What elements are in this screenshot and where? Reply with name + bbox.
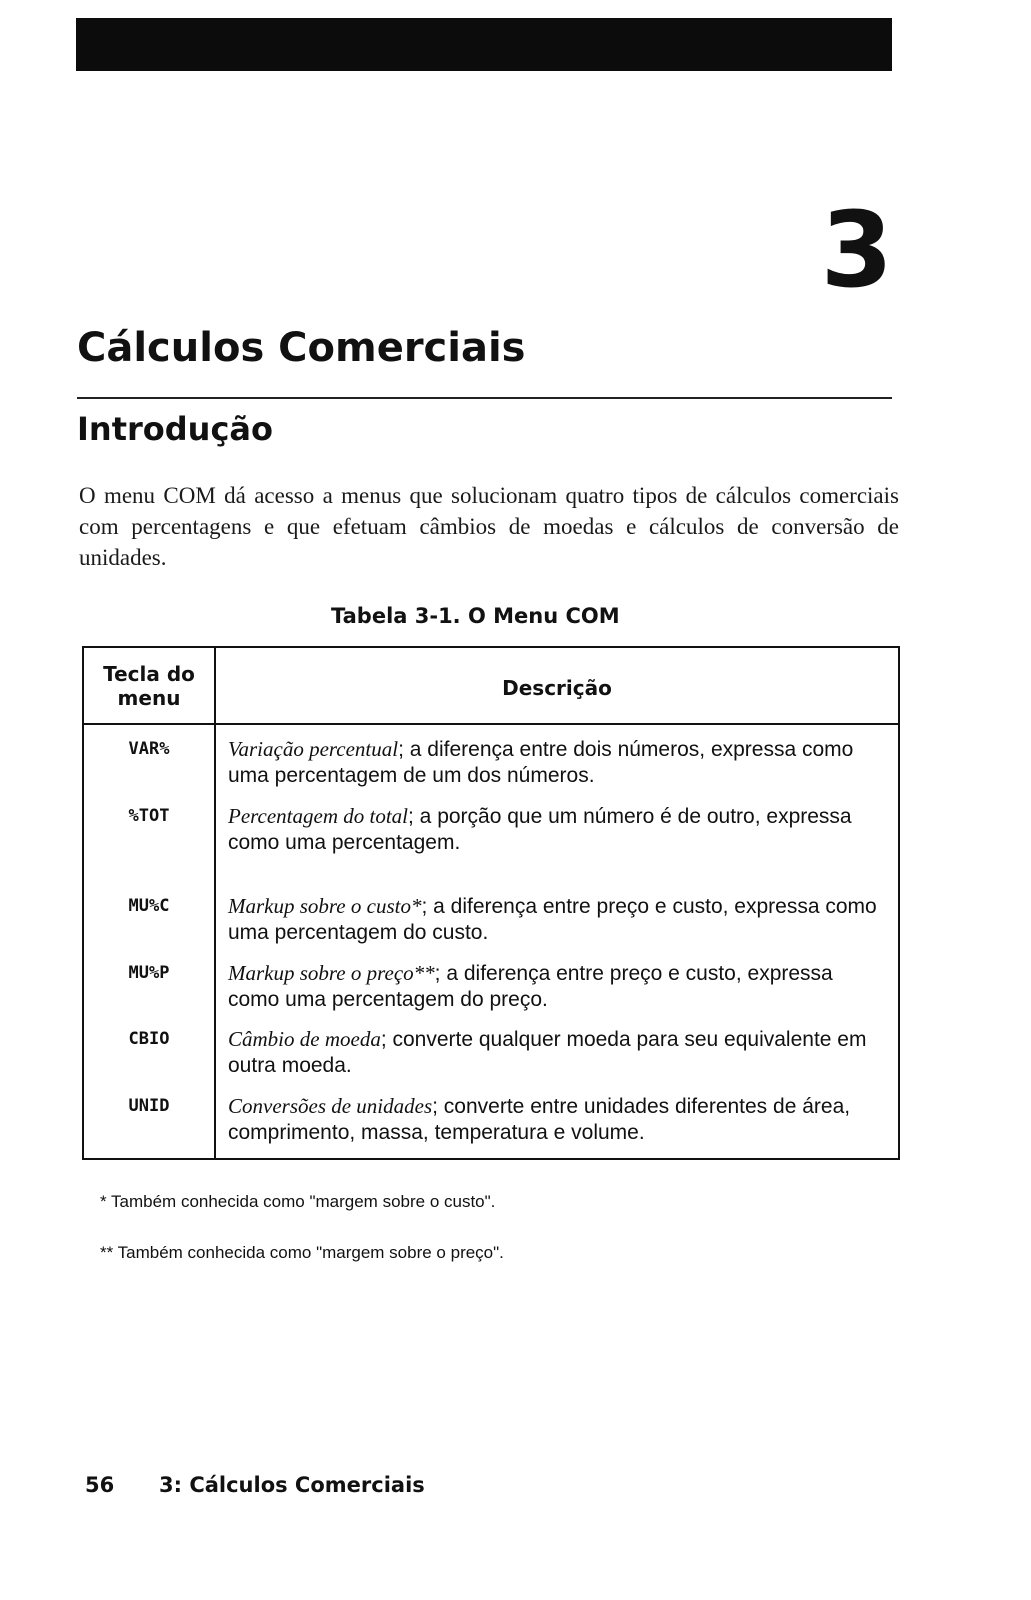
description-term: Percentagem do total: [228, 804, 409, 828]
description-text: ; a porção que um número é de outro, expressa como uma percentagem.: [228, 805, 852, 854]
key-description: [228, 960, 888, 1013]
description-text: ; converte entre unidades diferentes de área, comprimento, massa, temperatura e volume.: [228, 1095, 851, 1144]
table-caption: Tabela 3-1. O Menu COM: [331, 604, 620, 628]
menu-key: VAR%: [128, 739, 170, 759]
running-title: 3: Cálculos Comerciais: [159, 1473, 425, 1497]
chapter-number: 3: [820, 189, 891, 311]
header-bar: [76, 18, 892, 71]
description-term: Conversões de unidades: [228, 1094, 433, 1118]
key-description: [228, 1026, 888, 1079]
menu-key: CBIO: [128, 1029, 170, 1049]
page-footer: [85, 1475, 425, 1496]
description-term: Markup sobre o custo*: [228, 894, 422, 918]
menu-key: UNID: [128, 1096, 170, 1116]
menu-key: MU%P: [128, 963, 170, 983]
section-title: Introdução: [77, 410, 273, 448]
key-description: [228, 803, 888, 856]
description-text: ; a diferença entre preço e custo, expressa como uma percentagem do custo.: [228, 895, 877, 944]
description-text: ; converte qualquer moeda para seu equivalente em outra moeda.: [228, 1028, 867, 1077]
menu-key: MU%C: [128, 896, 170, 916]
footnote-cost: * Também conhecida como "margem sobre o custo".: [100, 1192, 496, 1211]
description-term: Markup sobre o preço**: [228, 961, 435, 985]
title-rule: [77, 397, 892, 399]
header-divider: [84, 723, 898, 725]
page-number: 56: [85, 1473, 115, 1497]
menu-table: [82, 646, 900, 1160]
header-key: Tecla do menu: [103, 662, 195, 710]
key-description: [228, 736, 888, 789]
menu-key: %TOT: [128, 806, 170, 826]
intro-paragraph: O menu COM dá acesso a menus que solucionam quatro tipos de cálculos comerciais com percentagens e que efetuam câmbios de moedas e cálculos de conversão de unidades.: [79, 483, 899, 570]
description-text: ; a diferença entre preço e custo, expressa como uma percentagem do preço.: [228, 962, 833, 1011]
key-description: [228, 1093, 888, 1146]
header-description: Descrição: [502, 676, 612, 700]
description-term: Câmbio de moeda: [228, 1027, 381, 1051]
chapter-title: Cálculos Comerciais: [77, 325, 526, 371]
footnote-price: ** Também conhecida como "margem sobre o preço".: [100, 1243, 504, 1262]
description-text: ; a diferença entre dois números, expressa como uma percentagem de um dos números.: [228, 738, 854, 787]
key-description: [228, 893, 888, 946]
description-term: Variação percentual: [228, 737, 399, 761]
